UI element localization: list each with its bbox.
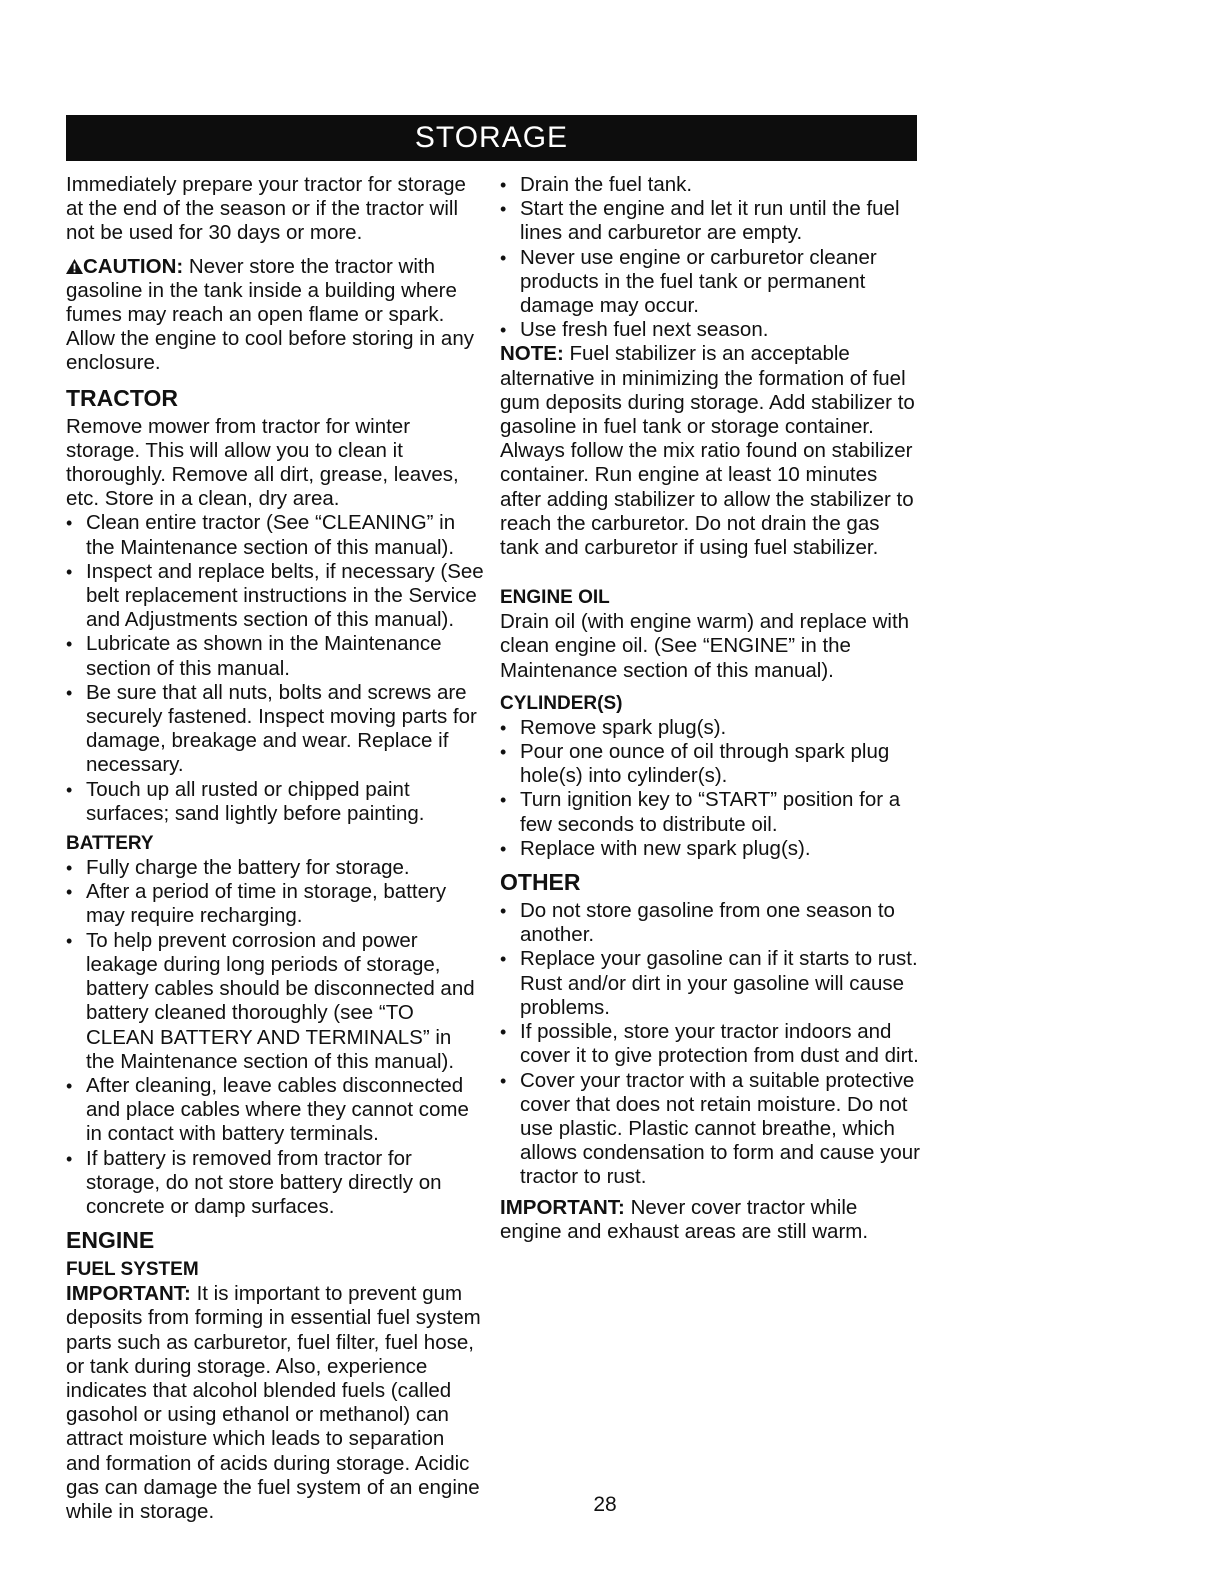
section-title-banner [66,115,917,161]
battery-heading: BATTERY [66,833,154,855]
list-item: • After a period of time in storage, battery may require recharging. [66,880,484,928]
tractor-list [66,511,484,826]
caution-text: Never store the tractor with gasoline in the tank inside a building where fumes may reach an open flame or spark. Allow the engine to cool before storing in any enclosure. [66,254,474,375]
fuel-system-heading: FUEL SYSTEM [66,1259,199,1281]
list-item: • Pour one ounce of oil through spark plug hole(s) into cylinder(s). [500,740,922,788]
warning-triangle-icon [66,255,83,279]
engine-heading: ENGINE [66,1227,155,1254]
important-text: Never cover tractor while engine and exhaust areas are still warm. [500,1195,869,1243]
list-item: • Touch up all rusted or chipped paint surfaces; sand lightly before painting. [66,778,484,826]
cylinders-heading: CYLINDER(S) [500,692,623,714]
list-item: • Replace with new spark plug(s). [500,837,922,861]
list-item: • Start the engine and let it run until the fuel lines and carburetor are empty. [500,197,922,245]
list-item: • Lubricate as shown in the Maintenance section of this manual. [66,632,484,680]
left-column [66,173,484,1533]
fuel-system-important [66,1282,484,1524]
engine-oil-heading: ENGINE OIL [500,587,610,609]
list-item: • After cleaning, leave cables disconnected and place cables where they cannot come in contact with battery terminals. [66,1074,484,1147]
list-item: • Turn ignition key to “START” position for a few seconds to distribute oil. [500,788,922,836]
list-item: • To help prevent corrosion and power leakage during long periods of storage, battery cables should be disconnected and battery cleaned thoroughly (see “TO CLEAN BATTERY AND TERMINALS” in the Maintenance section of this manual). [66,929,484,1074]
list-item: • Clean entire tractor (See “CLEANING” in the Maintenance section of this manual). [66,511,484,559]
important-text: It is important to prevent gum deposits from forming in essential fuel system parts such as carburetor, fuel filter, fuel hose, or tank during storage. Also, experience indicates that alcohol blended fuels (called gasohol or using ethanol or methanol) can attract moisture which leads to separation and formation of acids during storage. Acidic gas can damage the fuel system of an engine while in storage. [66,1282,481,1523]
list-item: • Cover your tractor with a suitable protective cover that does not retain moisture. Do not use plastic. Plastic cannot breathe, which allows condensation to form and cause your tractor to rust. [500,1069,922,1190]
battery-list [66,856,484,1219]
list-item: • Be sure that all nuts, bolts and screws are securely fastened. Inspect moving parts for damage, breakage and wear. Replace if necessary. [66,681,484,778]
other-heading: OTHER [500,869,581,896]
important-label: IMPORTANT: [500,1195,625,1219]
other-list [500,899,922,1189]
tractor-heading: TRACTOR [66,384,179,411]
list-item: • Remove spark plug(s). [500,716,922,740]
fuel-system-list [500,173,922,342]
list-item: • If battery is removed from tractor for storage, do not store battery directly on concrete or damp surfaces. [66,1147,484,1220]
important-label: IMPORTANT: [66,1282,191,1306]
list-item: • Never use engine or carburetor cleaner products in the fuel tank or permanent damage may occur. [500,246,922,319]
list-item: • Drain the fuel tank. [500,173,922,197]
list-item: • Fully charge the battery for storage. [66,856,484,880]
intro-paragraph: Immediately prepare your tractor for storage at the end of the season or if the tractor will not be used for 30 days or more. [66,173,466,245]
section-title: STORAGE [414,121,569,154]
other-important [500,1196,922,1244]
list-item: • Use fresh fuel next season. [500,318,922,342]
caution-label: CAUTION: [83,254,184,278]
engine-oil-paragraph: Drain oil (with engine warm) and replace with clean engine oil. (See “ENGINE” in the Maintenance section of this manual). [500,610,910,682]
list-item: • Replace your gasoline can if it starts to rust. Rust and/or dirt in your gasoline will cause problems. [500,947,922,1020]
fuel-stabilizer-note [500,342,922,560]
right-column [500,173,922,1253]
note-text: Fuel stabilizer is an acceptable alternative in minimizing the formation of fuel gum deposits during storage. Add stabilizer to gasoline in fuel tank or storage container. Always follow the mix ratio found on stabilizer container. Run engine at least 10 minutes after adding stabilizer to allow the stabilizer to reach the carburetor. Do not drain the gas tank and carburetor if using fuel stabilizer. [500,342,915,560]
list-item: • Inspect and replace belts, if necessary (See belt replacement instructions in the Service and Adjustments section of this manual). [66,560,484,633]
note-label: NOTE: [500,342,564,366]
tractor-paragraph: Remove mower from tractor for winter storage. This will allow you to clean it thoroughly. Remove all dirt, grease, leaves, etc. Store in a clean, dry area. [66,414,459,511]
page-number: 28 [593,1493,617,1516]
cylinders-list [500,716,922,861]
list-item: • If possible, store your tractor indoors and cover it to give protection from dust and dirt. [500,1020,922,1068]
list-item: • Do not store gasoline from one season to another. [500,899,922,947]
caution-block [66,255,484,376]
